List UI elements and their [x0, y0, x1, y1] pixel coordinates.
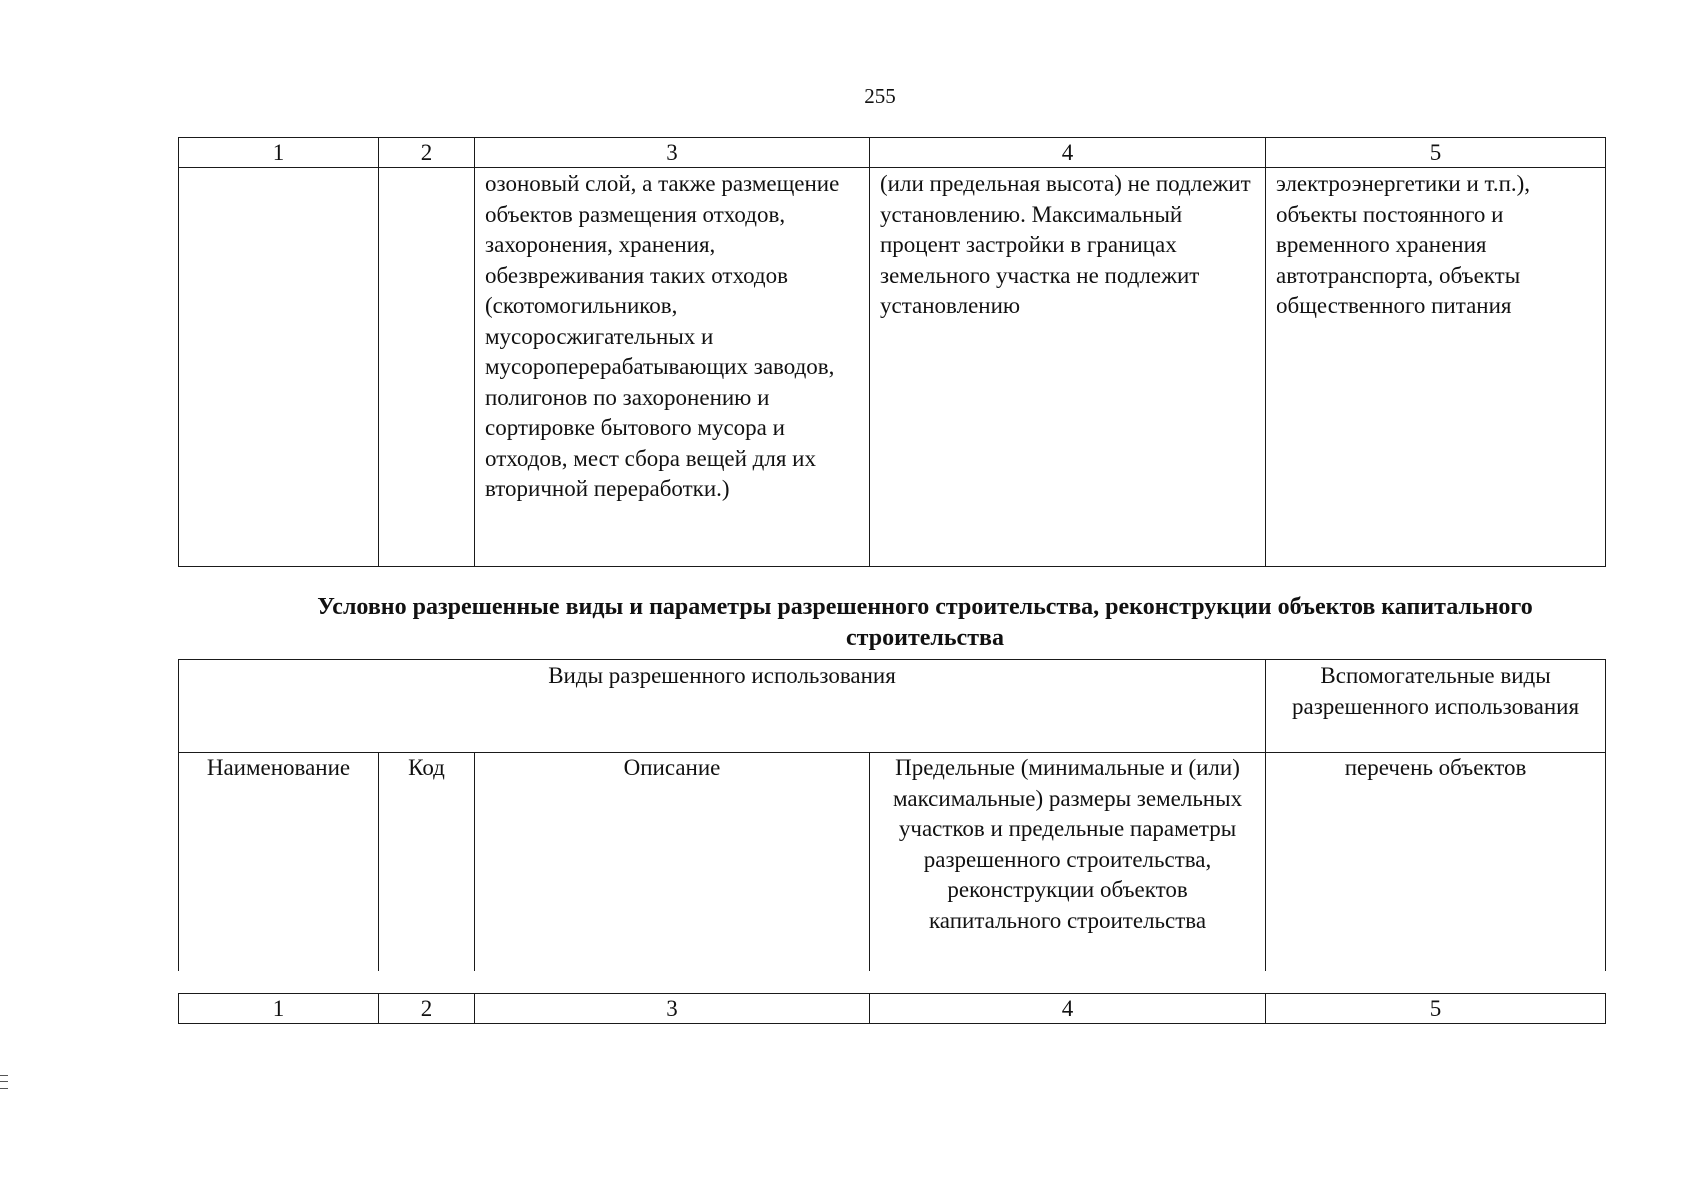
column-header-row — [179, 753, 1606, 972]
cell-limits: (или предельная высота) не подлежит установлению. Максимальный процент застройки в границах земельного участка не подлежит установлению — [870, 168, 1266, 567]
column-header-limits: Предельные (минимальные и (или) максимальные) размеры земельных участков и предельные параметры разрешенного строительства, реконструкции объектов капитального строительства — [870, 753, 1266, 972]
table-column-numbers — [178, 993, 1606, 1024]
margin-mark — [0, 1075, 8, 1089]
cell-objects: электроэнергетики и т.п.), объекты постоянного и временного хранения автотранспорта, объекты общественного питания — [1266, 168, 1606, 567]
column-number-row — [179, 138, 1606, 168]
column-number-1: 1 — [179, 994, 379, 1024]
column-header-name: Наименование — [179, 753, 379, 972]
column-number-row — [179, 994, 1606, 1024]
column-number-2: 2 — [379, 994, 475, 1024]
column-number-4: 4 — [870, 138, 1266, 168]
cell-code — [379, 168, 475, 567]
table-continuation — [178, 137, 1606, 567]
section-heading: Условно разрешенные виды и параметры разрешенного строительства, реконструкции объектов капитального строительства — [317, 594, 1533, 651]
cell-description: озоновый слой, а также размещение объектов размещения отходов, захоронения, хранения, обезвреживания таких отходов (скотомогильников, мусоросжигательных и мусороперерабатывающих заводов, полигонов по захоронению и сортировке бытового мусора и отходов, мест сбора вещей для их вторичной переработки.) — [475, 168, 870, 567]
page-number: 255 — [864, 84, 896, 108]
table-row — [179, 168, 1606, 567]
column-number-4: 4 — [870, 994, 1266, 1024]
column-number-2: 2 — [379, 138, 475, 168]
table-header-block — [178, 659, 1606, 971]
group-header-row — [179, 660, 1606, 753]
group-header-aux: Вспомогательные виды разрешенного использования — [1266, 660, 1606, 753]
column-number-5: 5 — [1266, 138, 1606, 168]
column-number-3: 3 — [475, 138, 870, 168]
column-header-objects: перечень объектов — [1266, 753, 1606, 972]
cell-name — [179, 168, 379, 567]
column-number-5: 5 — [1266, 994, 1606, 1024]
column-header-code: Код — [379, 753, 475, 972]
column-number-1: 1 — [179, 138, 379, 168]
group-header-main: Виды разрешенного использования — [179, 660, 1266, 753]
column-header-description: Описание — [475, 753, 870, 972]
column-number-3: 3 — [475, 994, 870, 1024]
